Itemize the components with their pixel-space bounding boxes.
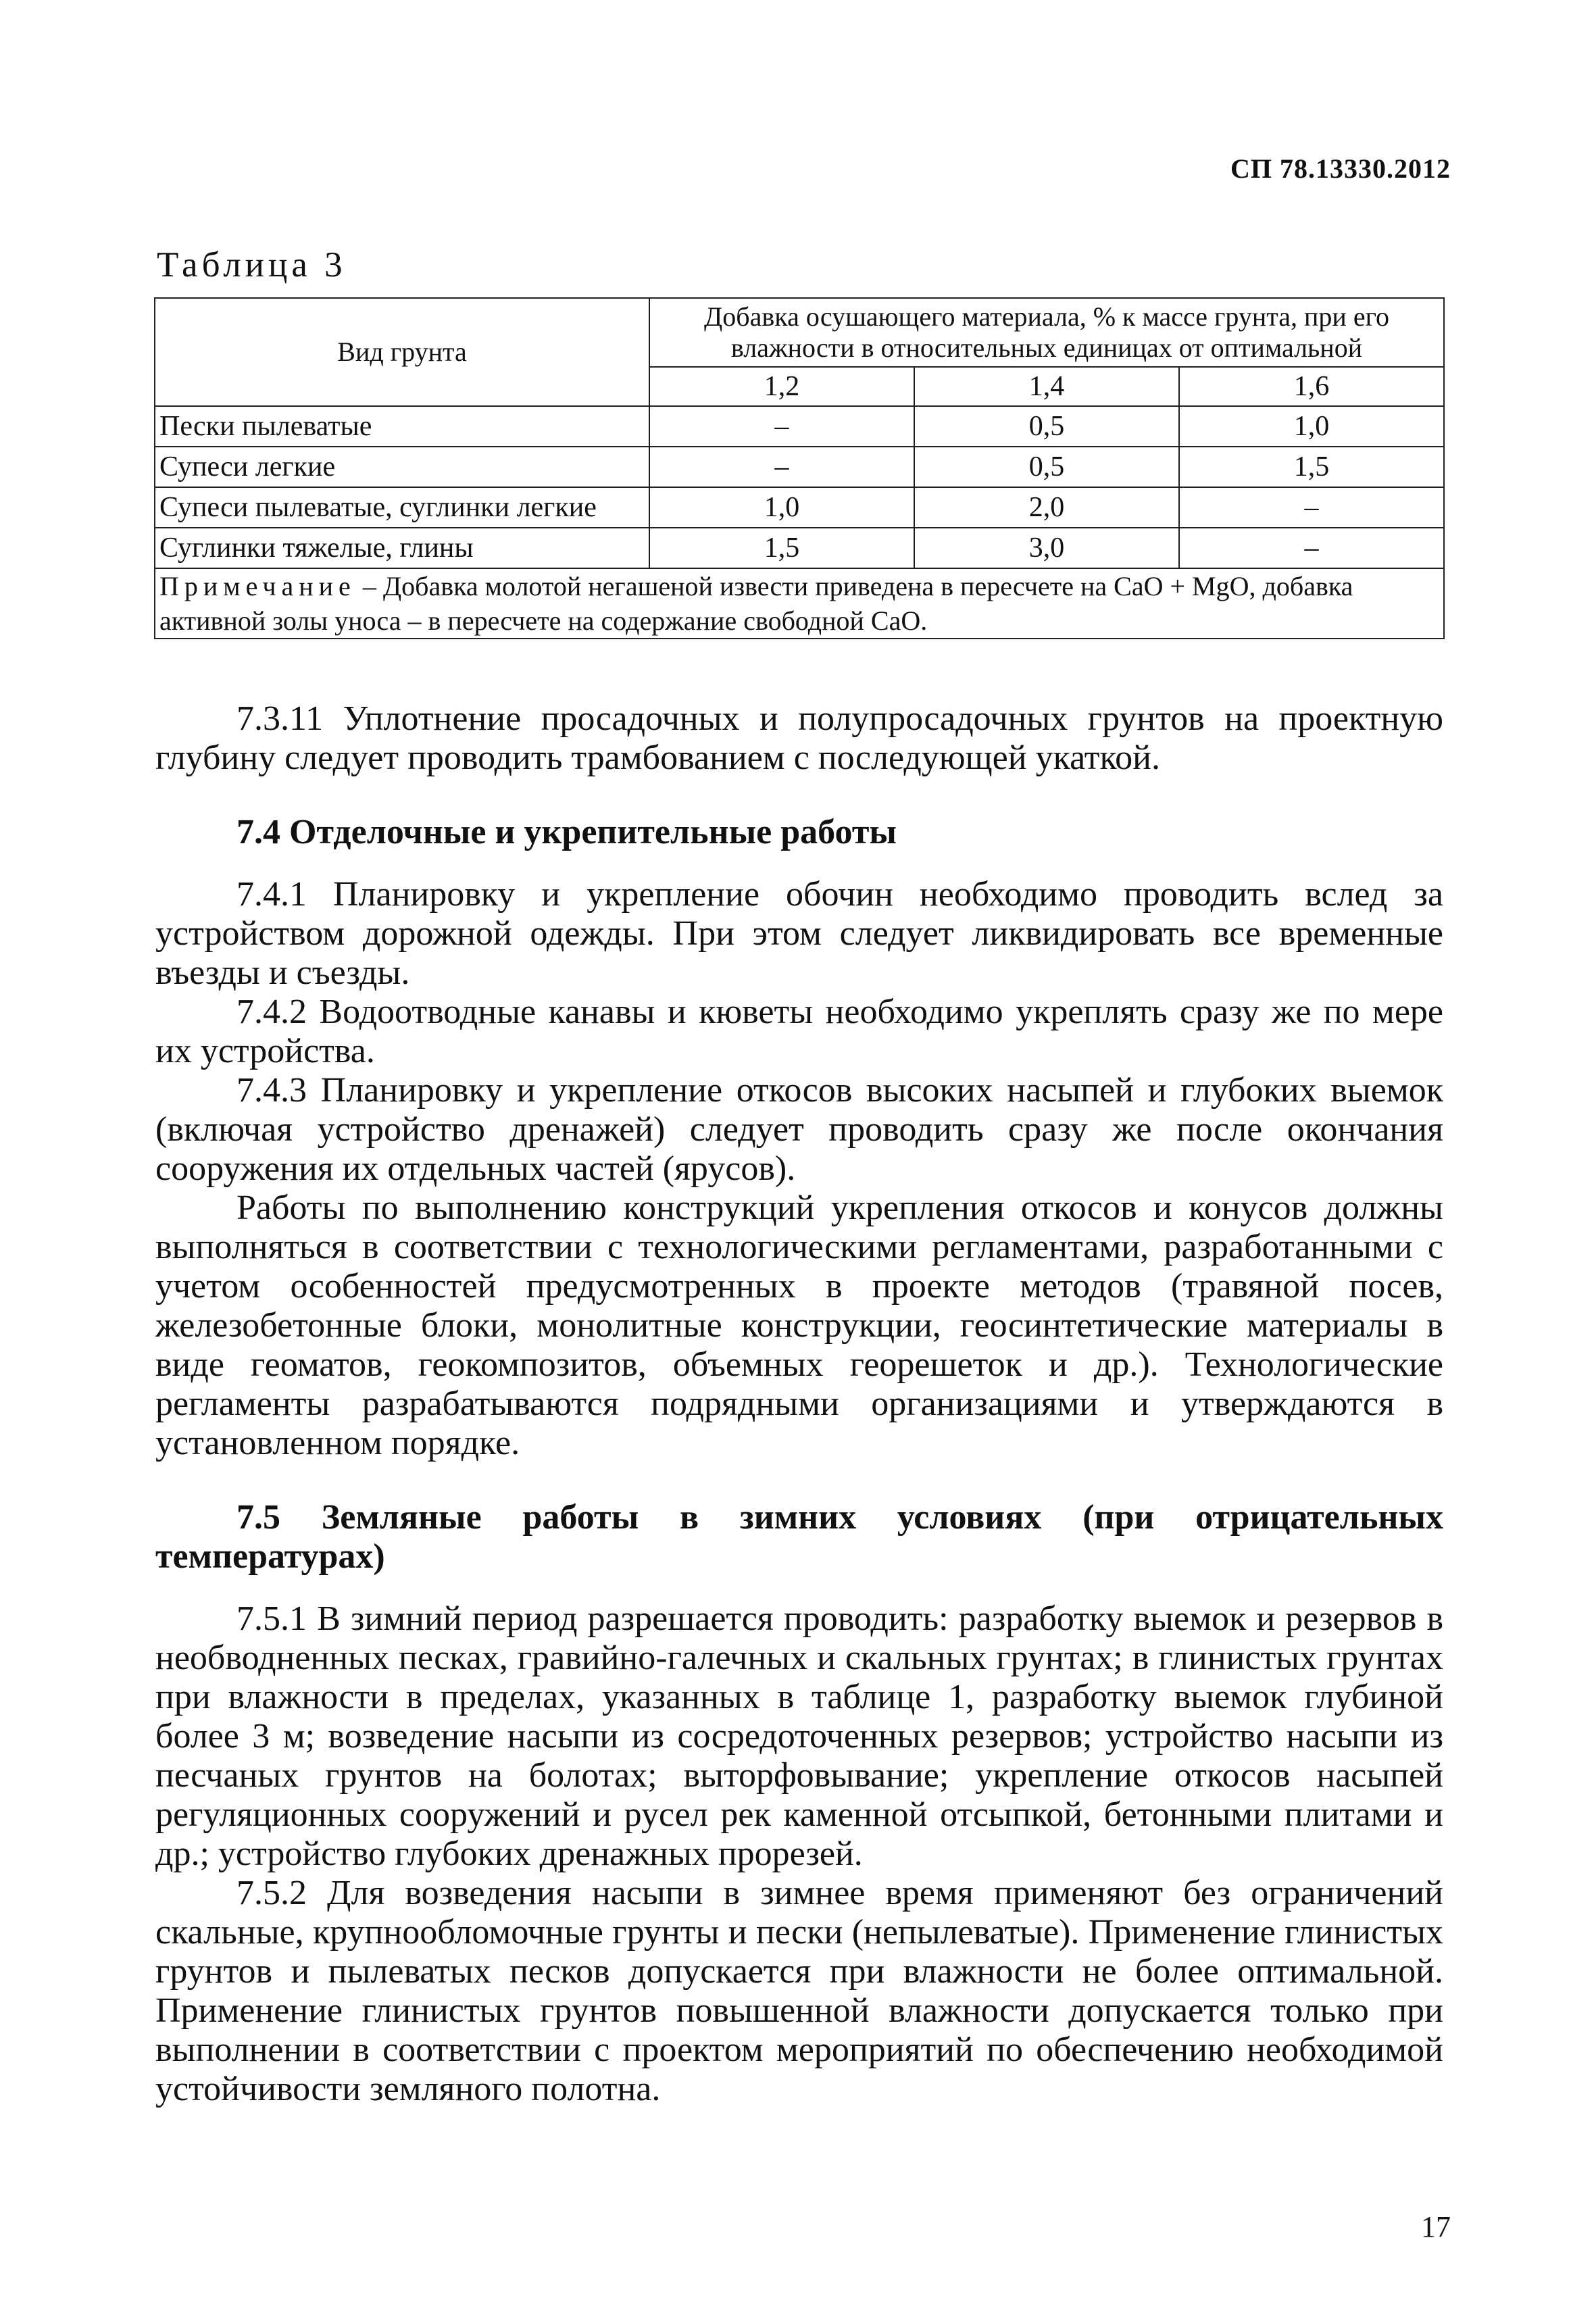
table-cell: 1,0	[1179, 406, 1444, 447]
note-label: Примечание	[159, 571, 356, 601]
document-code: СП 78.13330.2012	[1230, 153, 1451, 184]
col-header-soil-kind: Вид грунта	[155, 298, 649, 406]
table-cell: –	[1179, 528, 1444, 568]
paragraph-slope-works: Работы по выполнению конструкций укрепления откосов и конусов должны выполняться в соответствии с технологическими регламентами, разработанными с учетом особенностей предусмотренных в проекте методов (травяной посев, железобетонные блоки, монолитные конструкции, геосинтетические материалы в виде геоматов, геокомпозитов, объемных георешеток и др.). Технологические регламенты разрабатываются подрядными организациями и утверждаются в установленном порядке.	[155, 1189, 1443, 1462]
moisture-level-3: 1,6	[1179, 367, 1444, 406]
table-cell: –	[649, 447, 914, 487]
row-label: Супеси пылеватые, суглинки легкие	[155, 487, 649, 528]
table-cell: 3,0	[914, 528, 1179, 568]
paragraph-7-5-1: 7.5.1 В зимний период разрешается проводить: разработку выемок и резервов в необводненных песках, гравийно-галечных и скальных грунтах; в глинистых грунтах при влажности в пределах, указанных в таблице 1, разработку выемок глубиной более 3 м; возведение насыпи из сосредоточенных резервов; устройство насыпи из песчаных грунтов на болотах; выторфовывание; укрепление откосов насыпей регуляционных сооружений и русел рек каменной отсыпкой, бетонными плитами и др.; устройство глубоких дренажных прорезей.	[155, 1599, 1443, 1873]
table-row	[155, 528, 1444, 568]
table-cell: 1,0	[649, 487, 914, 528]
table-note-row	[155, 568, 1444, 639]
row-label: Супеси легкие	[155, 447, 649, 487]
table-cell: –	[649, 406, 914, 447]
table-row	[155, 406, 1444, 447]
table-caption: Таблица 3	[157, 245, 347, 284]
row-label: Суглинки тяжелые, глины	[155, 528, 649, 568]
table-cell: 1,5	[1179, 447, 1444, 487]
document-body	[155, 699, 1443, 2109]
table-cell: 2,0	[914, 487, 1179, 528]
section-heading-7-4: 7.4 Отделочные и укрепительные работы	[236, 813, 897, 851]
paragraph-7-4-1: 7.4.1 Планировку и укрепление обочин необходимо проводить вслед за устройством дорожной одежды. При этом следует ликвидировать все временные въезды и съезды.	[155, 875, 1443, 992]
paragraph-7-4-2: 7.4.2 Водоотводные канавы и кюветы необходимо укреплять сразу же по мере их устройства.	[155, 993, 1443, 1070]
col-header-additive: Добавка осушающего материала, % к массе грунта, при его влажности в относительных единицах от оптимальной	[649, 298, 1444, 367]
table-header-row	[155, 298, 1444, 367]
page-number: 17	[1421, 2210, 1451, 2243]
table-cell: 1,5	[649, 528, 914, 568]
table-note	[155, 568, 1444, 639]
table-row	[155, 447, 1444, 487]
table-row	[155, 487, 1444, 528]
moisture-level-2: 1,4	[914, 367, 1179, 406]
moisture-level-1: 1,2	[649, 367, 914, 406]
paragraph-7-3-11: 7.3.11 Уплотнение просадочных и полупросадочных грунтов на проектную глубину следует проводить трамбованием с последующей укаткой.	[155, 699, 1443, 777]
table-cell: 0,5	[914, 406, 1179, 447]
note-text: – Добавка молотой негашеной извести приведена в пересчете на CaO + MgO, добавка активной золы уноса – в пересчете на содержание свободной CaO.	[159, 571, 1353, 637]
paragraph-7-4-3: 7.4.3 Планировку и укрепление откосов высоких насыпей и глубоких выемок (включая устройство дренажей) следует проводить сразу же после окончания сооружения их отдельных частей (ярусов).	[155, 1071, 1443, 1188]
table-cell: 0,5	[914, 447, 1179, 487]
section-heading-7-5: 7.5 Земляные работы в зимних условиях (при отрицательных температурах)	[155, 1498, 1443, 1576]
table-cell: –	[1179, 487, 1444, 528]
paragraph-7-5-2: 7.5.2 Для возведения насыпи в зимнее время применяют без ограничений скальные, крупнообломочные грунты и пески (непылеватые). Применение глинистых грунтов и пылеватых песков допускается при влажности не более оптимальной. Применение глинистых грунтов повышенной влажности допускается только при выполнении в соответствии с проектом мероприятий по обеспечению необходимой устойчивости земляного полотна.	[155, 1874, 1443, 2108]
row-label: Пески пылеватые	[155, 406, 649, 447]
drying-additive-table	[154, 297, 1445, 639]
